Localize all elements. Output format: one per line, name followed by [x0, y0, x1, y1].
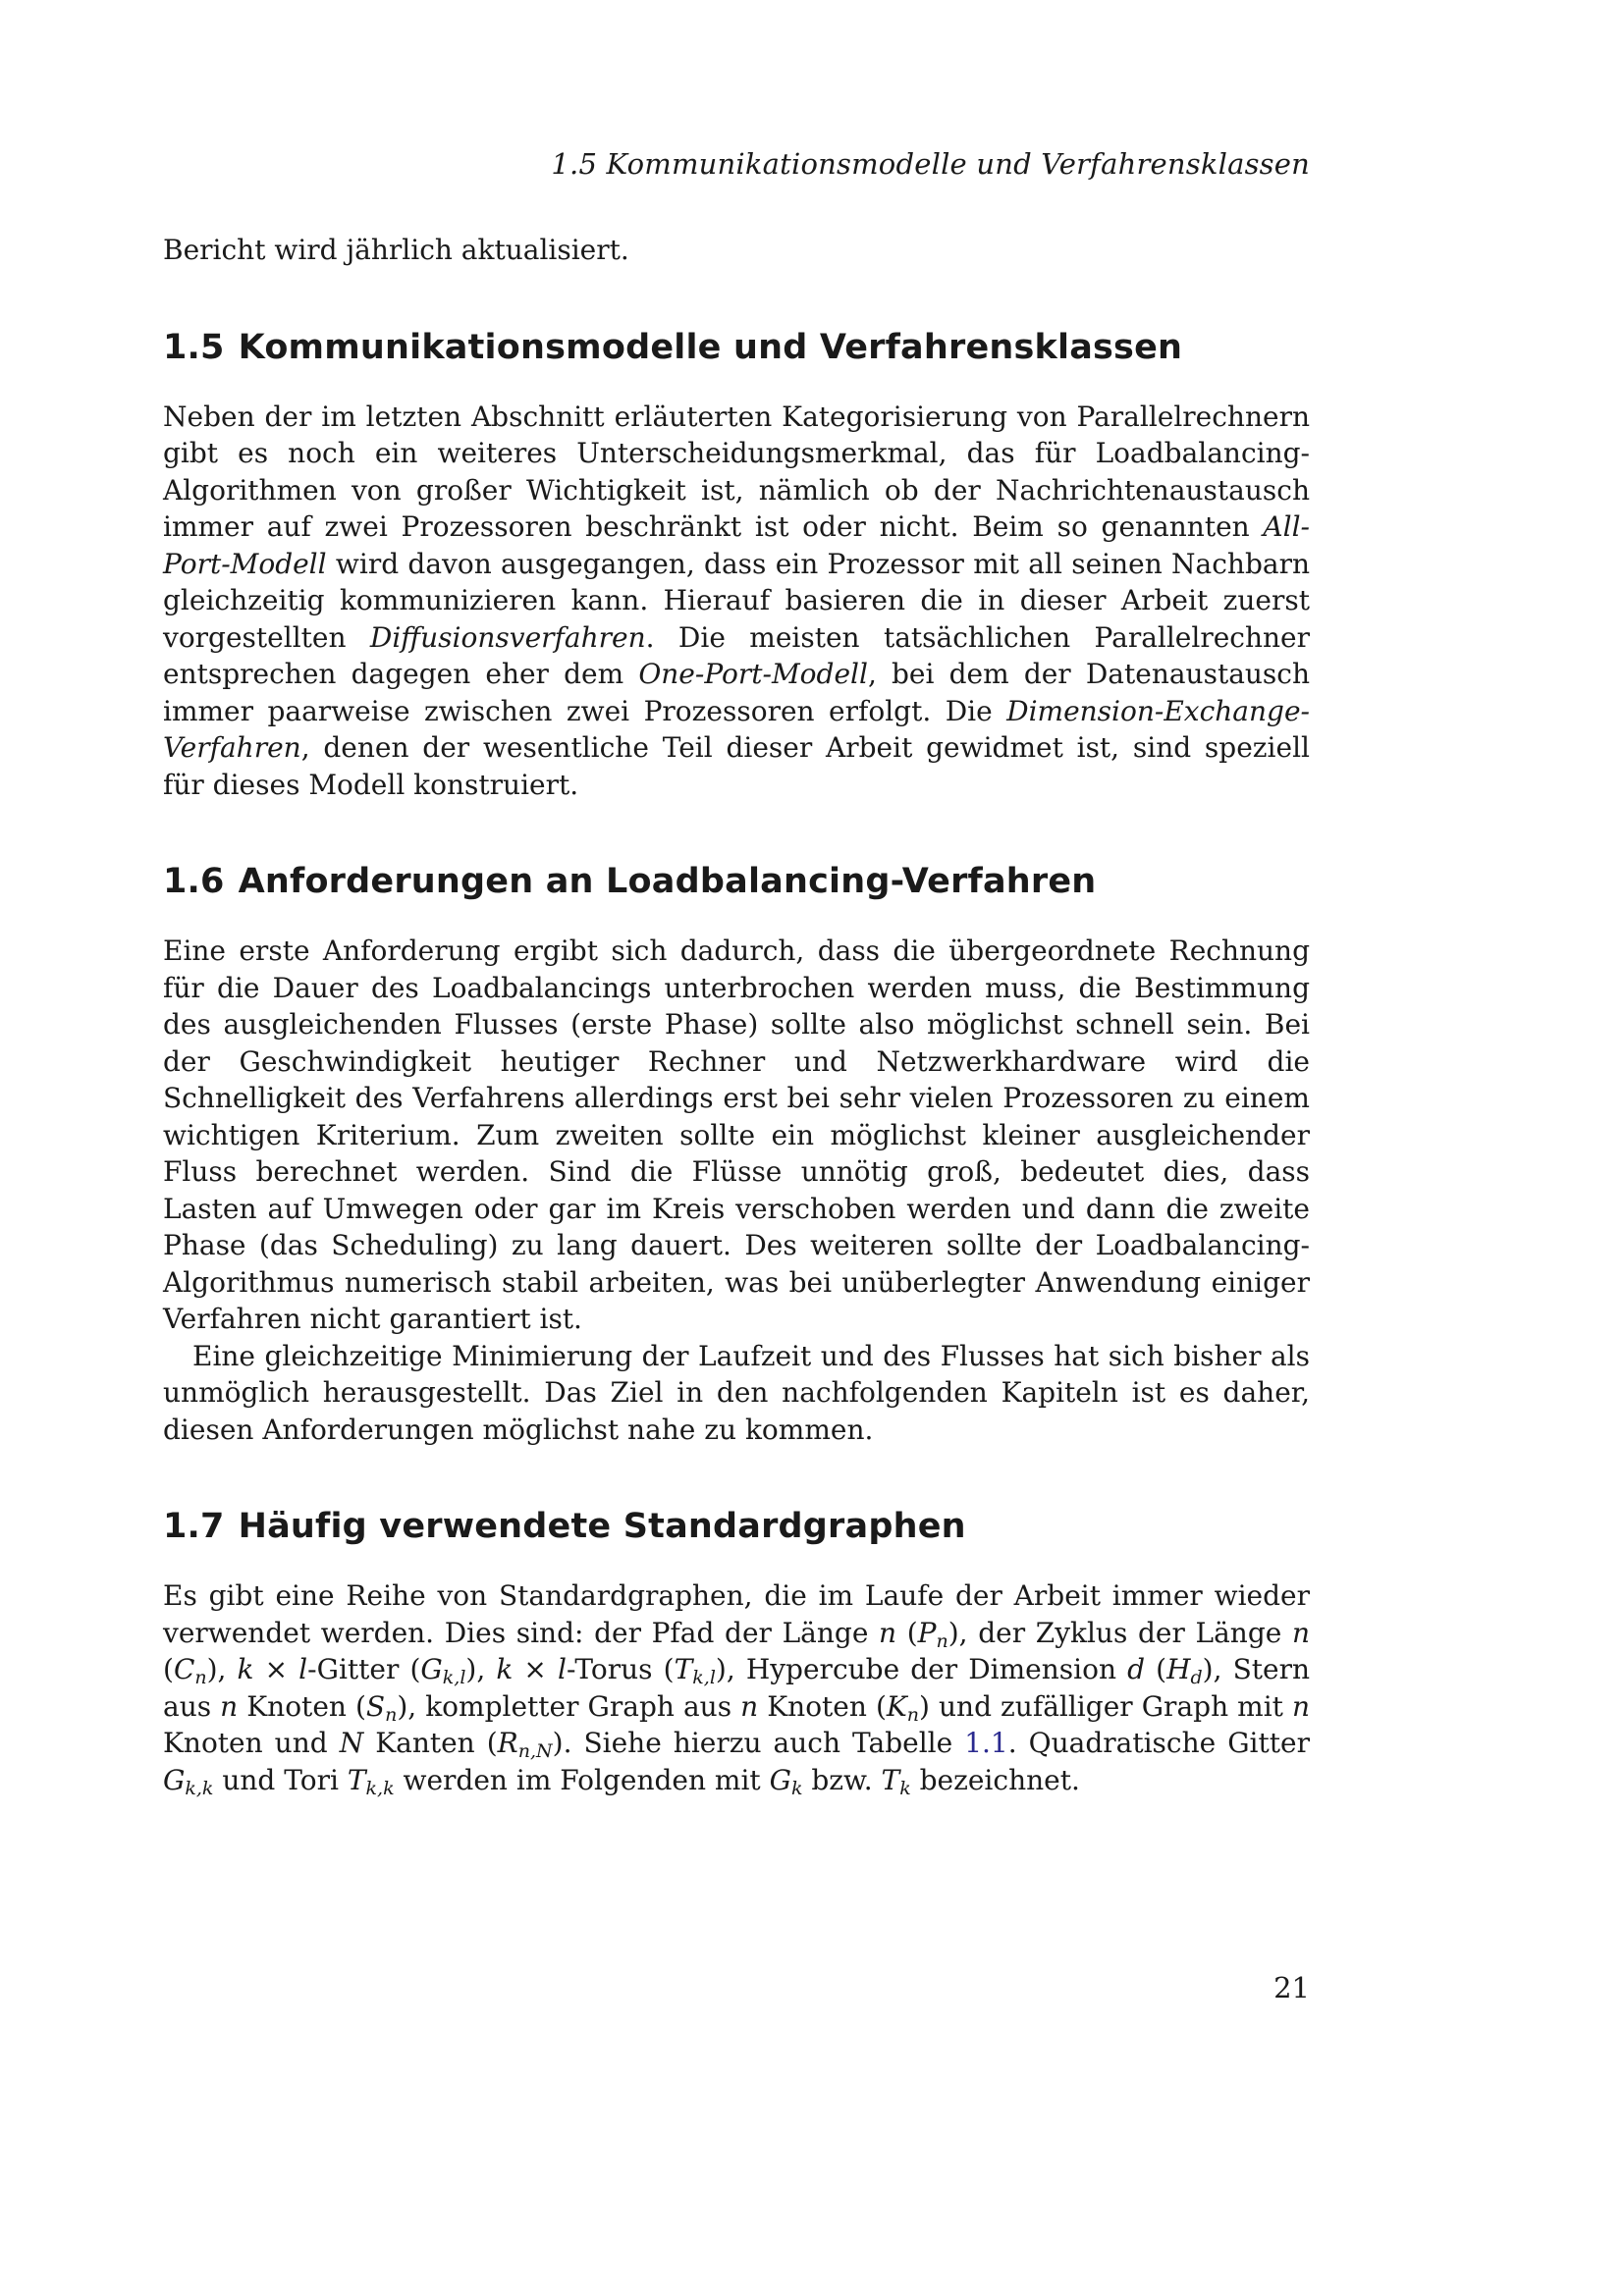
paragraph-communication-models: Neben der im letzten Abschnitt erläuterten Kategorisierung von Parallelrechnern gibt es noch ein weiteres Unterscheidungsmerkmal, das für Loadbalancing-Algorithmen von großer Wichtigkeit ist, nämlich ob der Nachrichtenaustausch immer auf zwei Prozessoren beschränkt ist oder nicht. Beim so genannten All-Port-Modell wird davon ausgegangen, dass ein Prozessor mit all seinen Nachbarn gleichzeitig kommunizieren kann. Hierauf basieren die in dieser Arbeit zuerst vorgestellten Diffusionsverfahren. Die meisten tatsächlichen Parallelrechner entsprechen dagegen eher dem One-Port-Modell, bei dem der Datenaustausch immer paarweise zwischen zwei Prozessoren erfolgt. Die Dimension-Exchange-Verfahren, denen der wesentliche Teil dieser Arbeit gewidmet ist, sind speziell für dieses Modell konstruiert.	[163, 400, 1311, 801]
term-diffusion-methods: Diffusionsverfahren	[369, 620, 646, 654]
section-number: 1.6	[163, 862, 225, 901]
paragraph-standard-graphs: Es gibt eine Reihe von Standardgraphen, die im Laufe der Arbeit immer wieder verwendet werden. Dies sind: der Pfad der Länge n $(P_n)$, der Zyklus der Länge n $(C_n)$, k × l-Gitter $(G_{k,l})$, k × l-Torus $(T_{k,l})$, Hypercube der Dimension d $(H_d)$, Stern aus n Knoten $(S_n)$, kompletter Graph aus n Knoten $(K_n)$ und zufälliger Graph mit n Knoten und N Kanten $(R_{n,N})$. Siehe hierzu auch Tabelle 1.1. Quadratische Gitter $G_{k,k}$ und Tori $T_{k,k}$ werden im Folgenden mit $G_k$ bzw. $T_k$ bezeichnet.	[163, 1579, 1311, 1799]
running-head: 1.5 Kommunikationsmodelle und Verfahrensklassen	[551, 147, 1310, 181]
page-number: 21	[1273, 1971, 1310, 2004]
term-one-port-model: One-Port-Modell	[638, 658, 868, 690]
table-reference-link[interactable]: 1.1	[964, 1727, 1008, 1759]
section-number: 1.5	[163, 327, 225, 367]
section-title: Häufig verwendete Standardgraphen	[238, 1507, 966, 1546]
paragraph-requirements-1: Eine erste Anforderung ergibt sich dadurch, dass die übergeordnete Rechnung für die Dauer des Loadbalancings unterbrochen werden muss, die Bestimmung des ausgleichenden Flusses (erste Phase) sollte also möglichst schnell sein. Bei der Geschwindigkeit heutiger Rechner und Netzwerkhardware wird die Schnelligkeit des Verfahrens allerdings erst bei sehr vielen Prozessoren zu einem wichtigen Kriterium. Zum zweiten sollte ein möglichst kleiner ausgleichender Fluss berechnet werden. Sind die Flüsse unnötig groß, bedeutet dies, dass Lasten auf Umwegen oder gar im Kreis verschoben werden und dann die zweite Phase (das Scheduling) zu lang dauert. Des weiteren sollte der Loadbalancing-Algorithmus numerisch stabil arbeiten, was bei unüberlegter Anwendung einiger Verfahren nicht garantiert ist.	[163, 934, 1310, 1335]
section-heading-1-6	[163, 860, 1310, 903]
intro-line: Bericht wird jährlich aktualisiert.	[163, 234, 629, 266]
section-heading-1-7	[163, 1505, 1310, 1548]
section-number: 1.7	[163, 1507, 225, 1546]
paragraph-requirements-2: Eine gleichzeitige Minimierung der Laufzeit und des Flusses hat sich bisher als unmöglich herausgestellt. Das Ziel in den nachfolgenden Kapiteln ist es daher, diesen Anforderungen möglichst nahe zu kommen.	[163, 1339, 1310, 1446]
section-title: Kommunikationsmodelle und Verfahrensklassen	[238, 327, 1183, 367]
section-title: Anforderungen an Loadbalancing-Verfahren	[238, 862, 1097, 901]
section-heading-1-5	[163, 326, 1310, 369]
page-content	[163, 232, 1310, 1798]
term-all-port-model: All-Port-Modell	[163, 510, 1310, 580]
term-dimension-exchange: Dimension-Exchange-Verfahren	[163, 694, 1310, 764]
